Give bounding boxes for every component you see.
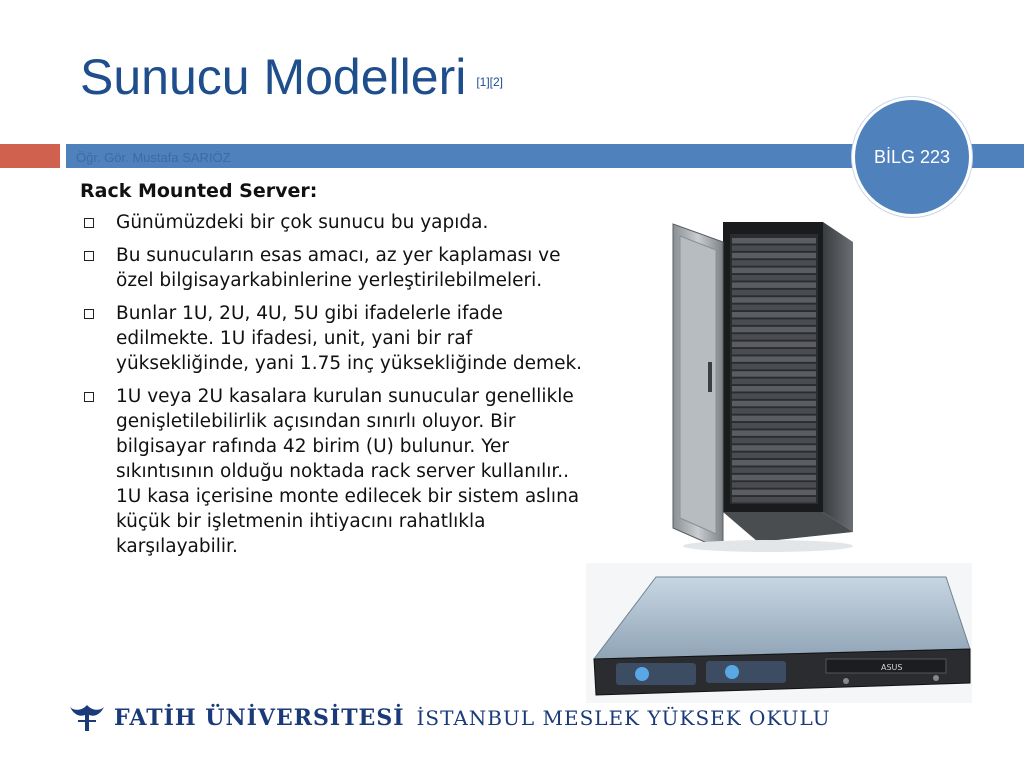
- rack-unit: [732, 312, 816, 318]
- rack-unit: [732, 371, 816, 377]
- rack-unit: [732, 334, 816, 340]
- square-bullet-icon: [84, 309, 94, 319]
- rack-unit: [732, 408, 816, 414]
- rack-unit: [732, 430, 816, 436]
- slide-title: [80, 48, 503, 106]
- rack-unit: [732, 282, 816, 288]
- school-name: İSTANBUL MESLEK YÜKSEK OKULU: [416, 706, 831, 730]
- rack-unit: [732, 460, 816, 466]
- bullet-text: 1U veya 2U kasalara kurulan sunucular genellikle genişletilebilirlik açısından sınırlı oluyor. Bir bilgisayar rafında 42 birim (U) bulunur. Yer sıkıntısının olduğu noktada rack server kullanılır.. 1U kasa içerisine monte edilecek bir sistem aslına küçük bir işletmenin ihtiyacını rahatlıkla karşılayabilir.: [116, 386, 580, 557]
- rack-unit: [732, 349, 816, 355]
- rack-unit: [732, 482, 816, 488]
- university-logo-icon: [68, 701, 106, 735]
- bullet-text: Günümüzdeki bir çok sunucu bu yapıda.: [116, 212, 489, 233]
- footer: [68, 700, 831, 736]
- bullet-item: [80, 384, 600, 559]
- rack-cabinet-image: [668, 212, 858, 554]
- rack-unit: [732, 364, 816, 370]
- rack-unit: [732, 245, 816, 251]
- rack-unit: [732, 356, 816, 362]
- rack-unit: [732, 319, 816, 325]
- rack-unit: [732, 238, 816, 244]
- author-label: Öğr. Gör. Mustafa SARIÖZ: [76, 150, 231, 165]
- rack-unit: [732, 475, 816, 481]
- university-name: FATİH ÜNİVERSİTESİ: [114, 705, 405, 731]
- rack-unit: [732, 342, 816, 348]
- square-bullet-icon: [84, 218, 94, 228]
- rack-unit: [732, 497, 816, 503]
- rack-unit: [732, 260, 816, 266]
- rack-unit: [732, 416, 816, 422]
- slide-content: [80, 180, 600, 567]
- slide-title-text: Sunucu Modelleri: [80, 49, 467, 105]
- rack-unit: [732, 438, 816, 444]
- content-heading: Rack Mounted Server:: [80, 180, 318, 202]
- rack-unit: [732, 467, 816, 473]
- rack-unit: [732, 393, 816, 399]
- rack-unit: [732, 268, 816, 274]
- rack-unit: [732, 423, 816, 429]
- rack-unit: [732, 490, 816, 496]
- rack-unit: [732, 445, 816, 451]
- bullet-list: [80, 210, 600, 559]
- rack-unit: [732, 453, 816, 459]
- rack-unit: [732, 305, 816, 311]
- rack-unit: [732, 327, 816, 333]
- bullet-text: Bunlar 1U, 2U, 4U, 5U gibi ifadelerle ifade edilmekte. 1U ifadesi, unit, yani bir raf yüksekliğinde, yani 1.75 inç yüksekliğinde demek.: [116, 303, 583, 374]
- bullet-item: [80, 210, 600, 235]
- rack-unit: [732, 401, 816, 407]
- course-badge: [852, 97, 972, 217]
- rack-unit: [732, 275, 816, 281]
- rack-unit: [732, 253, 816, 258]
- accent-bar-red: [0, 144, 60, 168]
- bullet-text: Bu sunucuların esas amacı, az yer kaplaması ve özel bilgisayarkabinlerine yerleştirilebilmeleri.: [116, 245, 561, 291]
- square-bullet-icon: [84, 251, 94, 261]
- server-brand-label: ASUS: [881, 663, 903, 672]
- rack-unit: [732, 379, 816, 385]
- rack-unit: [732, 297, 816, 303]
- title-references: [1][2]: [476, 75, 504, 89]
- rack-unit: [732, 290, 816, 296]
- bullet-item: [80, 301, 600, 376]
- rack-unit: [732, 386, 816, 392]
- square-bullet-icon: [84, 392, 94, 402]
- course-code: BİLG 223: [873, 146, 951, 167]
- bullet-item: [80, 243, 600, 293]
- rack-server-image: [586, 563, 972, 703]
